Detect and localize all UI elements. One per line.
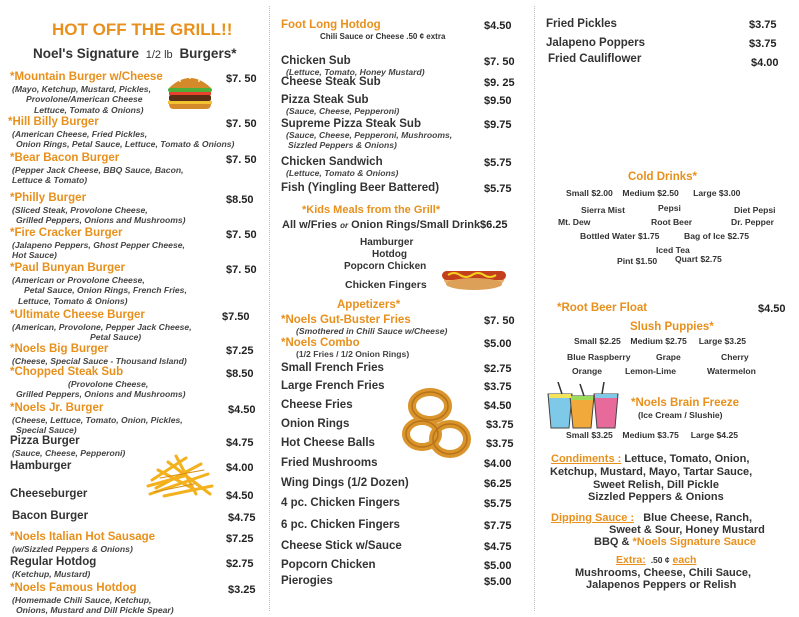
menu-item-name: *Noels Big Burger: [10, 343, 109, 355]
menu-item-desc: (Lettuce, Tomato, Honey Mustard): [286, 67, 425, 77]
menu-item-desc: Lettuce, Tomato & Onions): [34, 104, 144, 115]
appetizer-name: Hot Cheese Balls: [281, 437, 375, 449]
menu-item-desc: (Ketchup, Mustard): [12, 569, 91, 579]
kids-item-hotdog: Hotdog: [372, 249, 407, 260]
menu-item-desc: (Sliced Steak, Provolone Cheese,: [12, 205, 148, 215]
appetizer-price: $5.00: [484, 338, 512, 350]
menu-item-desc: (Cheese, Lettuce, Tomato, Onion, Pickles,: [12, 415, 183, 425]
slush-flavor: Watermelon: [707, 366, 756, 376]
burger-icon: [165, 72, 215, 110]
slush-flavor: Orange: [572, 366, 603, 376]
drink-pepsi: Pepsi: [658, 203, 681, 213]
menu-item-price: $9. 25: [484, 77, 515, 89]
appetizer-price: $6.25: [484, 478, 512, 490]
menu-item-price: $2.75: [226, 558, 254, 570]
brain-freeze: *Noels Brain Freeze: [631, 397, 740, 409]
appetizer-name: Cheese Fries: [281, 399, 353, 411]
menu-item-name: Fried Cauliflower: [548, 53, 642, 65]
appetizer-price: $3.75: [486, 419, 514, 431]
drink-pint: Pint $1.50: [617, 256, 658, 266]
menu-item-name: Fried Pickles: [546, 18, 617, 30]
appetizer-name: 6 pc. Chicken Fingers: [281, 519, 400, 531]
slush-flavor: Cherry: [721, 352, 749, 362]
appetizer-price: $2.75: [484, 363, 512, 375]
appetizer-name: Large French Fries: [281, 380, 385, 392]
menu-item-desc: (Sauce, Cheese, Pepperoni, Mushrooms,: [286, 130, 453, 140]
cold-drinks-title: Cold Drinks*: [628, 171, 698, 183]
menu-item-desc: Grilled Peppers, Onions and Mushrooms): [16, 389, 186, 400]
menu-item-desc: (Sauce, Cheese, Pepperoni): [286, 106, 400, 116]
condiments: Condiments : Lettuce, Tomato, Onion,: [551, 453, 750, 465]
menu-item-name: *Mountain Burger w/Cheese: [10, 71, 163, 83]
appetizer-name: Cheese Stick w/Sauce: [281, 540, 402, 552]
menu-item-name: *Noels Jr. Burger: [10, 402, 104, 414]
menu-item-desc: (Lettuce, Tomato & Onions): [286, 168, 399, 178]
dipping-sauce-line: Sweet & Sour, Honey Mustard: [609, 524, 765, 536]
menu-item-name: *Bear Bacon Burger: [10, 152, 120, 164]
menu-item-desc: Special Sauce): [16, 425, 77, 436]
appetizer-name: Small French Fries: [281, 362, 384, 374]
appetizer-name: Pierogies: [281, 575, 333, 587]
slush-sizes: Small $2.25 Medium $2.75 Large $3.25: [574, 336, 747, 346]
menu-item-price: $7. 50: [226, 118, 257, 130]
menu-item-desc: (Pepper Jack Cheese, BBQ Sauce, Bacon,: [12, 165, 184, 175]
menu-item-price: $4.50: [228, 404, 256, 416]
menu-item-name: *Philly Burger: [10, 192, 87, 204]
appetizer-price: $3.75: [486, 438, 514, 450]
menu-item-name: Hamburger: [10, 460, 72, 472]
menu-item-name: Regular Hotdog: [10, 556, 97, 568]
menu-item-price: $7.50: [222, 311, 250, 323]
appetizer-price: $3.75: [484, 381, 512, 393]
column-divider-2: [534, 6, 535, 611]
appetizer-name: *Noels Gut-Buster Fries: [281, 314, 411, 326]
menu-item-name: Pizza Burger: [10, 435, 80, 447]
appetizer-desc: (Smothered in Chili Sauce w/Cheese): [296, 326, 448, 336]
menu-item-price: $7. 50: [226, 229, 257, 241]
kids-meals-line: All w/Fries or Onion Rings/Small Drink: [282, 219, 481, 231]
extra: Extra: .50 ¢ each: [616, 554, 697, 566]
menu-item-name: Chicken Sandwich: [281, 156, 383, 168]
drink-sierra-mist: Sierra Mist: [581, 205, 625, 215]
menu-item-desc: Provolone/American Cheese: [26, 94, 143, 105]
menu-item-price: $8.50: [226, 368, 254, 380]
menu-item-name: *Hill Billy Burger: [8, 116, 99, 128]
appetizer-price: $5.00: [484, 560, 512, 572]
french-fries-icon: [146, 450, 218, 500]
appetizer-name: Wing Dings (1/2 Dozen): [281, 477, 409, 489]
condiments-line: Sweet Relish, Dill Pickle: [593, 479, 719, 491]
dipping-sauce-line: BBQ & *Noels Signature Sauce: [594, 536, 757, 548]
menu-item-price: $4.00: [751, 57, 779, 69]
menu-item-note: Chili Sauce or Cheese .50 ¢ extra: [320, 32, 446, 41]
menu-item-name: Chicken Sub: [281, 55, 351, 67]
menu-item-name: Foot Long Hotdog: [281, 19, 381, 31]
menu-item-price: $4.50: [226, 490, 254, 502]
menu-item-price: $3.75: [749, 19, 777, 31]
menu-item-price: $7. 50: [226, 264, 257, 276]
menu-item-desc: Grilled Peppers, Onions and Mushrooms): [16, 215, 186, 226]
menu-item-price: $9.50: [484, 95, 512, 107]
menu-item-name: *Paul Bunyan Burger: [10, 262, 126, 274]
menu-item-price: $7.25: [226, 533, 254, 545]
slush-flavor: Grape: [656, 352, 681, 362]
menu-item-price: $7. 50: [226, 154, 257, 166]
menu-item-desc: (Mayo, Ketchup, Mustard, Pickles,: [12, 84, 151, 94]
root-beer-float: *Root Beer Float: [557, 302, 648, 314]
menu-item-name: Bacon Burger: [12, 510, 89, 522]
drink-bottled-water: Bottled Water $1.75: [580, 231, 660, 241]
menu-item-name: *Fire Cracker Burger: [10, 227, 123, 239]
appetizer-name: 4 pc. Chicken Fingers: [281, 497, 400, 509]
menu-item-desc: Sizzled Peppers & Onions): [288, 140, 397, 151]
appetizer-name: *Noels Combo: [281, 337, 360, 349]
appetizer-desc: (1/2 Fries / 1/2 Onion Rings): [296, 349, 410, 359]
menu-item-desc: (Jalapeno Peppers, Ghost Pepper Cheese,: [12, 240, 185, 250]
appetizer-price: $4.00: [484, 458, 512, 470]
menu-item-desc: (American, Provolone, Pepper Jack Cheese,: [12, 322, 192, 332]
drink-mt-dew: Mt. Dew: [558, 217, 591, 227]
menu-item-desc: Hot Sauce): [12, 250, 57, 261]
menu-item-price: $7. 50: [484, 56, 515, 68]
hotdog-icon: [440, 262, 508, 292]
brain-freeze-sizes: Small $3.25 Medium $3.75 Large $4.25: [566, 430, 739, 440]
extra-line: Jalapenos Peppers or Relish: [586, 579, 737, 591]
drink-quart: Quart $2.75: [675, 254, 722, 264]
menu-item-desc: (Provolone Cheese,: [68, 379, 149, 389]
drink-dr-pepper: Dr. Pepper: [731, 217, 774, 227]
menu-item-desc: Lettuce, Tomato & Onions): [18, 295, 128, 306]
condiments-line: Ketchup, Mustard, Mayo, Tartar Sauce,: [550, 466, 753, 478]
menu-item-price: $3.75: [749, 38, 777, 50]
menu-item-name: *Ultimate Cheese Burger: [10, 309, 145, 321]
appetizer-name: Onion Rings: [281, 418, 350, 430]
appetizer-price: $4.50: [484, 400, 512, 412]
menu-item-desc: Petal Sauce): [90, 332, 142, 343]
dipping-sauce: Dipping Sauce : Blue Cheese, Ranch,: [551, 512, 753, 524]
menu-item-price: $7.25: [226, 345, 254, 357]
brain-freeze-desc: (Ice Cream / Slushie): [638, 410, 723, 420]
drink-bag-of-ice: Bag of Ice $2.75: [684, 231, 749, 241]
menu-item-name: Fish (Yingling Beer Battered): [281, 182, 440, 194]
menu-item-desc: Onions, Mustard and Dill Pickle Spear): [16, 605, 174, 616]
drink-diet-pepsi: Diet Pepsi: [734, 205, 776, 215]
menu-item-price: $4.00: [226, 462, 254, 474]
menu-subtitle: Noel's Signature 1/2 lb Burgers*: [33, 46, 237, 61]
menu-item-name: Pizza Steak Sub: [281, 94, 369, 106]
menu-item-price: $3.25: [228, 584, 256, 596]
menu-item-desc: Onion Rings, Petal Sauce, Lettuce, Tomato & Onions): [16, 139, 235, 150]
menu-item-price: $7. 50: [226, 73, 257, 85]
slush-puppies-title: Slush Puppies*: [630, 321, 714, 333]
menu-item-name: Cheese Steak Sub: [281, 76, 381, 88]
column-divider-1: [269, 6, 270, 611]
extra-line: Mushrooms, Cheese, Chili Sauce,: [575, 567, 752, 579]
menu-item-price: $8.50: [226, 194, 254, 206]
kids-meals-price: $6.25: [480, 219, 508, 231]
kids-item-chicken-fingers: Chicken Fingers: [345, 279, 427, 291]
cold-drinks-sizes: Small $2.00 Medium $2.50 Large $3.00: [566, 188, 741, 198]
kids-item-popcorn-chicken: Popcorn Chicken: [344, 261, 427, 272]
menu-item-name: *Noels Famous Hotdog: [10, 582, 137, 594]
slush-flavor: Lemon-Lime: [625, 366, 677, 376]
drink-root-beer: Root Beer: [651, 217, 693, 227]
slush-cups-icon: [546, 382, 620, 430]
condiments-line: Sizzled Peppers & Onions: [588, 491, 724, 503]
menu-item-desc: Petal Sauce, Onion Rings, French Fries,: [24, 285, 187, 296]
menu-item-name: Cheeseburger: [10, 488, 88, 500]
menu-item-name: Supreme Pizza Steak Sub: [281, 118, 421, 130]
menu-item-name: *Noels Italian Hot Sausage: [10, 531, 156, 543]
appetizer-price: $5.00: [484, 576, 512, 588]
appetizer-price: $7. 50: [484, 315, 515, 327]
appetizer-name: Popcorn Chicken: [281, 559, 376, 571]
menu-item-name: Jalapeno Poppers: [546, 37, 646, 49]
menu-title: HOT OFF THE GRILL!!: [52, 20, 233, 39]
drink-iced-tea: Iced Tea: [656, 245, 690, 255]
menu-item-desc: (American or Provolone Cheese,: [12, 275, 145, 285]
root-beer-float-price: $4.50: [758, 303, 786, 315]
kids-item-hamburger: Hamburger: [360, 237, 414, 248]
slush-flavor: Blue Raspberry: [567, 352, 631, 362]
appetizer-name: Fried Mushrooms: [281, 457, 378, 469]
menu-item-desc: (Sauce, Cheese, Pepperoni): [12, 448, 126, 458]
menu-item-desc: (Cheese, Special Sauce - Thousand Island): [12, 356, 187, 366]
menu-item-price: $5.75: [484, 183, 512, 195]
menu-item-price: $5.75: [484, 157, 512, 169]
appetizers-title: Appetizers*: [337, 299, 401, 311]
menu-item-desc: (American Cheese, Fried Pickles,: [12, 129, 148, 139]
appetizer-price: $7.75: [484, 520, 512, 532]
menu-item-price: $4.75: [226, 437, 254, 449]
menu-item-name: *Chopped Steak Sub: [10, 366, 124, 378]
menu-item-desc: Lettuce & Tomato): [12, 175, 88, 186]
onion-rings-icon: [400, 384, 475, 464]
appetizer-price: $5.75: [484, 498, 512, 510]
menu-item-price: $4.75: [228, 512, 256, 524]
menu-item-desc: (w/Sizzled Peppers & Onions): [12, 544, 133, 554]
appetizer-price: $4.75: [484, 541, 512, 553]
menu-item-desc: (Homemade Chili Sauce, Ketchup,: [12, 595, 152, 605]
kids-meals-title: *Kids Meals from the Grill*: [302, 204, 441, 216]
menu-item-price: $9.75: [484, 119, 512, 131]
menu-item-price: $4.50: [484, 20, 512, 32]
